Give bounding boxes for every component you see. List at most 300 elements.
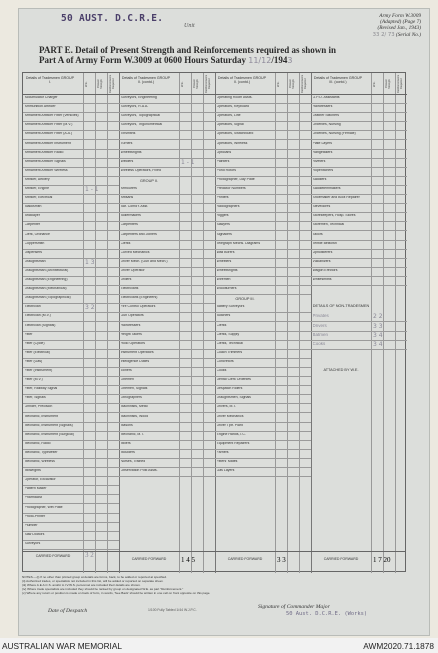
table-row — [311, 113, 407, 122]
table-row — [119, 295, 215, 304]
trade-name: Sawyers — [216, 223, 230, 227]
table-row — [215, 168, 311, 177]
table-row — [23, 141, 119, 150]
trade-name: Photographer, Day Plate — [216, 177, 255, 181]
group-heading: GROUP II. — [139, 178, 159, 183]
trade-name: Observation Post Assts. — [120, 469, 158, 473]
column-header-label: Details of Tradesmen GROUP III. (contd.) — [313, 76, 363, 85]
table-row — [119, 168, 215, 177]
table-row — [119, 250, 215, 259]
table-row — [23, 323, 119, 332]
trade-name: Fitter — [24, 332, 33, 336]
table-row — [23, 468, 119, 477]
trade-name: Opticians — [216, 150, 232, 154]
trade-name: Despatch Riders — [216, 387, 243, 391]
trade-name: Operators, Signal — [216, 123, 244, 127]
trade-name: Operators, Switchboard — [216, 132, 254, 136]
trade-name: Joiners — [120, 369, 132, 372]
table-row — [23, 159, 119, 168]
trade-name: Operators, Line — [216, 114, 241, 118]
column-header — [119, 73, 215, 95]
trade-name: Wireless Operators, Fixed — [120, 168, 161, 172]
trade-name: Pond Rotors — [216, 168, 236, 172]
trade-name: Bricklayer — [24, 214, 40, 218]
trade-name: Saddlelemmakers — [312, 187, 341, 190]
table-row — [23, 414, 119, 423]
trade-name: Surveyors, Trigonometrical — [120, 123, 163, 127]
trade-name: Machinists, Metal — [120, 405, 148, 409]
trade-name: Artificer, Artillery — [24, 177, 50, 181]
table-row — [311, 259, 407, 268]
trade-name: Gas Layers — [216, 469, 235, 473]
table-row — [119, 459, 215, 468]
table-row — [311, 277, 407, 286]
table-row — [215, 113, 311, 122]
column-header — [23, 73, 119, 95]
table-row — [23, 359, 119, 368]
trade-name: Clerks, Technical — [216, 341, 243, 345]
non-tradesmen-row — [311, 323, 407, 332]
table-column-1 — [23, 73, 119, 573]
trade-name: Electrician (Signals) — [24, 323, 56, 327]
trade-name: Orderlies, Nursing — [312, 123, 341, 127]
table-row — [119, 332, 215, 341]
title-year-printed: /194 — [271, 55, 288, 66]
table-row — [119, 377, 215, 386]
trade-name: Concretors — [216, 359, 234, 363]
trade-name: Drivers, M.T. — [216, 405, 237, 409]
table-row — [215, 432, 311, 441]
handwritten-value: 1 - 1 — [181, 158, 195, 166]
table-row — [119, 186, 215, 195]
table-row — [215, 468, 311, 477]
army-form-line-1: Army Form W.3009 — [379, 13, 421, 19]
table-row — [119, 222, 215, 231]
table-row — [215, 204, 311, 213]
trade-name: Draughtsman (Mechanical) — [24, 287, 67, 291]
trade-name: Wheelwrights — [120, 150, 142, 154]
trade-name: Mechanic, Instrument (Signals) — [24, 423, 73, 427]
non-tradesmen-row — [311, 341, 407, 350]
table-row — [23, 131, 119, 140]
table-row — [23, 222, 119, 231]
attached-heading: ATTACHED BY W.E. — [323, 368, 359, 372]
handwritten-value: 3 3 — [373, 322, 383, 330]
table-row — [215, 195, 311, 204]
table-row — [23, 505, 119, 514]
trade-name: Linemen — [120, 378, 134, 382]
table-row — [311, 195, 407, 204]
trade-name: Carpenters and Joiners — [120, 232, 157, 236]
trade-name: Radiographers — [216, 205, 240, 209]
table-row — [119, 122, 215, 131]
trade-name: Mechanic, M.T. — [120, 432, 145, 436]
trade-name: Wall Borers — [216, 250, 235, 254]
trade-name: Draughtsman (Architectural) — [24, 268, 69, 272]
trade-name: Artisans — [120, 196, 134, 200]
table-row — [23, 486, 119, 495]
trade-name: Printers — [216, 196, 229, 200]
title-date-handwritten: 11/12 — [248, 56, 272, 66]
trade-name: Predictor Numbers — [216, 187, 246, 190]
table-row — [311, 241, 407, 250]
table-row — [23, 450, 119, 459]
table-row — [215, 414, 311, 423]
trade-name: Accumulator Charger — [24, 96, 58, 99]
table-row — [215, 459, 311, 468]
column-header-label: Details of Tradesmen GROUP I. — [25, 76, 75, 85]
table-row — [311, 232, 407, 241]
table-row — [215, 213, 311, 222]
handwritten-value: 3 2 — [85, 304, 95, 312]
footer-institution: AUSTRALIAN WAR MEMORIAL — [2, 641, 123, 651]
trade-name: Tentile Belltown — [312, 241, 337, 245]
table-row — [119, 432, 215, 441]
trade-name: Operators, Wireless — [216, 141, 248, 145]
carried-forward-value: 1 4 5 — [181, 556, 195, 564]
trade-name: Armament Artificer Instrument — [24, 141, 71, 145]
trade-name: Mechanic, Wireless — [24, 460, 55, 463]
trade-name: Clerks — [216, 323, 227, 327]
table-row — [119, 286, 215, 295]
trade-name: Armament Artificer Radio — [24, 150, 64, 154]
trade-name: Machinists, Wood — [120, 414, 149, 418]
subcolumn-header: W.E. — [181, 81, 184, 87]
table-row — [23, 259, 119, 268]
table-row — [215, 95, 311, 104]
table-row — [23, 477, 119, 486]
trade-name: Armourers — [120, 187, 137, 190]
table-row — [23, 286, 119, 295]
subcolumn-header: W.E. — [85, 81, 88, 87]
table-row — [311, 213, 407, 222]
trade-name: G.P.O. Assistants — [312, 96, 340, 99]
trade-name: Driver Operator — [120, 268, 145, 272]
table-row — [119, 213, 215, 222]
trade-name: Fitter, Railway Signal — [24, 387, 58, 391]
trade-name: Electrician — [24, 305, 41, 309]
signature-label-text: Signature of Commander — [258, 604, 315, 610]
unit-stamp: 50 AUST. D.C.R.E. — [61, 13, 164, 24]
trade-name: Photographer, Wet Plate — [24, 505, 63, 509]
trade-name: Hairdressers — [120, 323, 141, 327]
note-line: (ii) Authorized trades, or specialists not included in this list, will be added or reported on separate sheet. — [22, 578, 164, 583]
subcolumn-header: W.E. — [277, 81, 280, 87]
trade-name: Dispensers — [24, 250, 43, 254]
table-row — [119, 195, 215, 204]
trade-name: Artificer, Electrical — [24, 196, 53, 200]
trade-name: Moulders — [120, 450, 135, 454]
trade-name: Draughtsman (Engineering) — [24, 278, 68, 281]
table-row — [23, 441, 119, 450]
trade-name: Mechanic, Instrument — [24, 414, 58, 418]
handwritten-value: 2 2 — [373, 313, 383, 321]
trade-name: Leather Stitchers — [312, 114, 339, 118]
table-row — [119, 359, 215, 368]
trade-name: Ropehitchers — [312, 168, 334, 172]
trade-name: Fitter (M.V.) — [24, 378, 43, 382]
non-tradesmen-row — [311, 332, 407, 341]
trade-name: Armament Artificer Wireless — [24, 168, 68, 172]
table-row — [23, 204, 119, 213]
table-row — [311, 150, 407, 159]
table-row — [119, 104, 215, 113]
trade-name: Clerks — [120, 241, 131, 245]
carried-forward-label: CARRIED FORWARD — [35, 554, 71, 558]
table-row — [119, 159, 215, 168]
trade-name: Operators, Keyboard — [216, 105, 249, 109]
trade-name: Armament Artificer Fitter (M.V.) — [24, 123, 73, 127]
table-row — [23, 168, 119, 177]
table-row — [215, 141, 311, 150]
army-form-line-2: (Adapted) (Page 7) — [380, 19, 421, 26]
table-row — [311, 186, 407, 195]
table-row — [119, 268, 215, 277]
subcolumn-header: Present Strength — [97, 79, 103, 89]
trade-name: Surveyors, R.A.A. — [120, 105, 149, 109]
trade-name: Photo-Printer — [24, 514, 46, 518]
trade-name: Storekeepers, Hosp. Stores — [312, 214, 356, 218]
trade-name: Surveyors, Topographical — [120, 114, 160, 118]
trade-name: Hollo Operators — [120, 341, 146, 345]
table-row — [23, 195, 119, 204]
trade-name: Turners — [120, 141, 133, 145]
table-row — [119, 450, 215, 459]
subcolumn-header: Reinforcements Required — [301, 74, 307, 93]
subcolumn-header: W.E. — [373, 81, 376, 87]
trade-name: Bar. Comd'r. Asst. — [120, 205, 149, 209]
trade-name: Draughtsman (Topographical) — [24, 296, 71, 300]
trade-name: Fitter (Instrument) — [24, 369, 53, 372]
table-row — [23, 395, 119, 404]
table-row — [119, 341, 215, 350]
column-header-label: Details of Tradesmen GROUP II. (contd.) — [121, 76, 171, 85]
trade-name: Armament Artificer Fitter (A.A.) — [24, 132, 73, 136]
signature-stamp: 50 Aust. D.C.R.E. (Works) — [286, 611, 368, 617]
serial-label: (Serial No.) — [395, 31, 421, 38]
table-column-2 — [119, 73, 215, 573]
table-row — [23, 113, 119, 122]
table-row — [119, 141, 215, 150]
table-row — [215, 122, 311, 131]
notes-section — [22, 576, 402, 596]
table-row — [311, 177, 407, 186]
trade-name: Millwrights — [24, 469, 41, 473]
trade-name: Fitter, Signals — [24, 396, 46, 400]
table-row — [215, 359, 311, 368]
table-row — [215, 104, 311, 113]
table-row — [311, 122, 407, 131]
table-row — [215, 186, 311, 195]
handwritten-value: 3 4 — [373, 331, 383, 339]
table-row — [23, 350, 119, 359]
table-row — [23, 186, 119, 195]
table-row — [215, 241, 311, 250]
table-row — [119, 414, 215, 423]
archive-footer — [0, 638, 438, 653]
table-row — [23, 277, 119, 286]
table-row — [311, 204, 407, 213]
table-row — [23, 268, 119, 277]
trade-name: Linemen, Signals — [120, 387, 148, 391]
table-row — [119, 395, 215, 404]
table-row — [23, 368, 119, 377]
non-tradesman-name: Drivers — [312, 323, 327, 328]
non-tradesman-name: Cooks — [312, 341, 326, 346]
table-row — [119, 277, 215, 286]
trade-name: Rangetakers — [312, 150, 333, 154]
trade-name: Lithographers — [120, 396, 142, 400]
trade-name: Pattern Maker — [24, 487, 47, 491]
trade-name: Surveyors, Engineering — [120, 96, 157, 99]
table-row — [119, 232, 215, 241]
table-row — [23, 304, 119, 313]
trade-name: Electricians — [120, 287, 139, 291]
trade-name: Clerks, Supply — [216, 332, 240, 336]
trade-name: Stevedores — [312, 205, 331, 209]
trade-name: Electricians (Engineers) — [120, 296, 158, 300]
subcolumn-header: Reinforcements Required — [397, 74, 403, 93]
serial-handwritten: 33 2/ 73 — [372, 31, 395, 38]
trade-name: Mechanic, Instrument (Surgical) — [24, 432, 74, 436]
table-row — [215, 232, 311, 241]
signature-rank: Major — [315, 604, 330, 610]
trade-name: Farriers — [216, 450, 229, 454]
table-row — [119, 441, 215, 450]
column-header-label: Details of Tradesmen GROUP II. (contd.) — [217, 76, 267, 85]
trade-name: Fitters' Mates — [216, 460, 238, 463]
column-header — [215, 73, 311, 95]
trade-name: Shoemaker and Boot Repairer — [312, 196, 360, 200]
trade-name: Riveters — [312, 159, 326, 163]
table-row — [23, 541, 119, 550]
table-row — [23, 523, 119, 532]
table-row — [215, 222, 311, 231]
army-form-line-3: (Revised Jan., 1943) — [377, 25, 421, 32]
trade-name: Artificer, Engine — [24, 187, 50, 190]
table-row — [311, 159, 407, 168]
table-row — [23, 332, 119, 341]
carried-forward-label: CARRIED FORWARD — [131, 557, 167, 561]
trade-name: Riggers — [216, 214, 229, 218]
table-row — [311, 222, 407, 231]
trade-name: Tinsmiths — [120, 132, 136, 136]
table-row — [215, 368, 311, 377]
trade-name: Telegraph Mechs. Diagrams — [216, 241, 261, 245]
table-row — [23, 177, 119, 186]
trade-name: Intelligence Duties — [120, 359, 150, 363]
table-row — [23, 459, 119, 468]
trade-name: Battery Surveyors — [216, 305, 245, 309]
trade-name: Signallers — [216, 232, 232, 236]
title-line-2: Part A of Army Form W.3009 at 0600 Hours Saturday — [39, 55, 246, 66]
table-row — [119, 350, 215, 359]
table-row — [23, 250, 119, 259]
table-row — [23, 241, 119, 250]
trade-name: Hairdressers — [312, 105, 333, 109]
trade-name: Storemen, Technical — [312, 223, 345, 227]
column-header — [311, 73, 407, 95]
form-title — [39, 45, 409, 67]
table-row — [23, 341, 119, 350]
table-row — [23, 313, 119, 322]
trade-name: Masons — [120, 423, 133, 427]
table-row — [23, 295, 119, 304]
trade-name: Operator, Excavator — [24, 478, 56, 482]
table-row — [119, 241, 215, 250]
table-row — [23, 404, 119, 413]
table-row — [311, 104, 407, 113]
trade-name: Blacksmith — [24, 205, 42, 209]
table-row — [23, 377, 119, 386]
handwritten-value: 1 - 1 — [85, 186, 99, 193]
non-tradesmen-heading: DETAILS OF NON-TRADESMEN — [312, 304, 370, 309]
trade-name: Wheelwrights — [216, 268, 238, 272]
trade-name: Wiremen — [216, 278, 231, 281]
trade-name: Mechanic, Radio — [24, 441, 51, 445]
handwritten-value: 1 3 — [85, 258, 95, 266]
table-row — [23, 432, 119, 441]
table-row — [119, 313, 215, 322]
army-form-reference — [373, 13, 421, 38]
trade-name: Curved Mechanics — [120, 250, 150, 254]
strength-table — [22, 72, 406, 572]
table-row — [215, 341, 311, 350]
trade-name: Surveyors — [24, 541, 41, 545]
non-tradesmen-row — [311, 313, 407, 322]
table-row — [215, 277, 311, 286]
carried-forward-value: 3 3 — [277, 556, 286, 564]
trade-name: Armament Artificer Signals — [24, 159, 66, 163]
table-row — [23, 104, 119, 113]
non-tradesman-name: Batmen — [312, 332, 329, 337]
trade-name: Orderlies, Nursing (Female) — [312, 132, 356, 136]
trade-name: Plumber — [24, 523, 38, 527]
table-row — [311, 168, 407, 177]
trade-name: Vulcanizers — [312, 259, 331, 263]
subcolumn-header: Reinforcements Required — [109, 74, 115, 93]
trade-name: Operating Room Assts. — [216, 96, 253, 99]
table-row — [119, 368, 215, 377]
trade-name: Dental Clerk Orderlies — [216, 378, 251, 382]
table-row — [119, 150, 215, 159]
trade-name: Fitter (Cycle) — [24, 341, 45, 345]
carried-forward-label: CARRIED FORWARD — [227, 557, 263, 561]
group-heading: GROUP III. — [235, 297, 255, 302]
trade-name: Fire Control Operators — [120, 305, 156, 309]
trade-name: Coppersmith — [24, 241, 45, 245]
table-row — [215, 404, 311, 413]
carried-forward-label: CARRIED FORWARD — [323, 557, 359, 561]
subcolumn-header: Present Strength — [193, 79, 199, 89]
trade-name: Millers — [120, 441, 131, 445]
table-row — [215, 450, 311, 459]
trade-name: Painters — [216, 159, 230, 163]
carried-forward-value: 3 2 — [85, 551, 94, 559]
table-row — [23, 213, 119, 222]
table-row — [215, 323, 311, 332]
table-row — [23, 95, 119, 104]
trade-name: Carpenters — [120, 223, 138, 227]
table-row — [215, 313, 311, 322]
table-row — [119, 131, 215, 140]
table-row — [215, 386, 311, 395]
table-column-4 — [311, 73, 407, 573]
trade-name: Butchers — [216, 314, 231, 318]
trade-name: Fitter (Gas) — [24, 359, 43, 363]
table-row — [215, 177, 311, 186]
table-row — [215, 441, 311, 450]
